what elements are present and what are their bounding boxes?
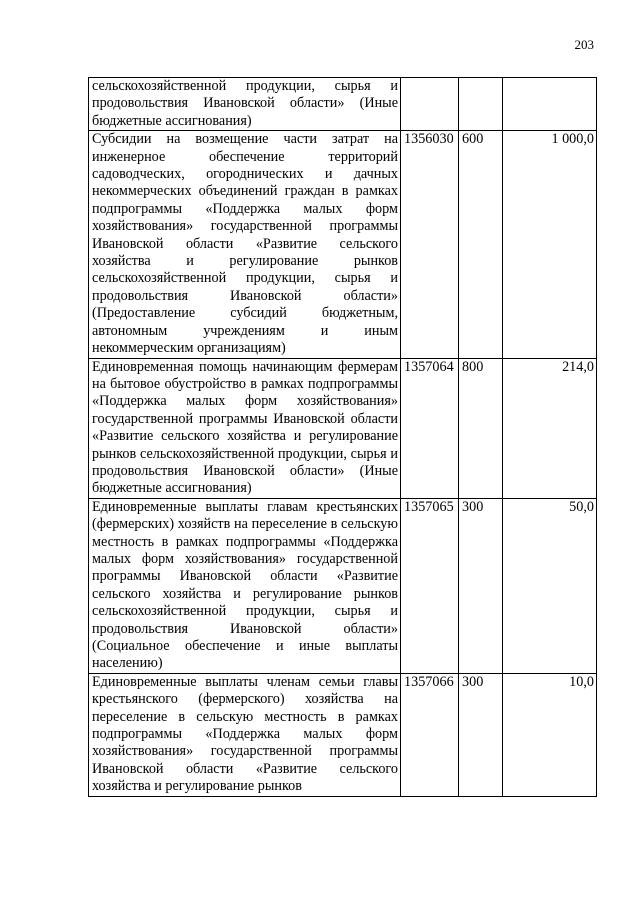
table-row [89, 498, 597, 673]
row-amount: 1 000,0 [503, 131, 597, 358]
row-expense-type: 300 [459, 498, 503, 673]
row-expense-type: 300 [459, 673, 503, 796]
row-description: Единовременные выплаты членам семьи главы крестьянского (фермерского) хозяйства на переселение в сельскую местность в рамках подпрограммы «Поддержка малых форм хозяйствования» государственной программы Ивановской области «Развитие сельского хозяйства и регулирование рынков [89, 673, 401, 796]
table-row [89, 131, 597, 358]
row-amount: 10,0 [503, 673, 597, 796]
row-amount [503, 78, 597, 131]
row-amount: 50,0 [503, 498, 597, 673]
row-target-code: 1357064 [401, 358, 459, 498]
row-target-code: 1356030 [401, 131, 459, 358]
table-row [89, 78, 597, 131]
row-expense-type [459, 78, 503, 131]
row-target-code [401, 78, 459, 131]
row-description: сельскохозяйственной продукции, сырья и продовольствия Ивановской области» (Иные бюджетные ассигнования) [89, 78, 401, 131]
row-description: Субсидии на возмещение части затрат на инженерное обеспечение территорий садоводческих, огороднических и дачных некоммерческих объединений граждан в рамках подпрограммы «Поддержка малых форм хозяйствования» государственной программы Ивановской области «Развитие сельского хозяйства и регулирование рынков сельскохозяйственной продукции, сырья и продовольствия Ивановской области» (Предоставление субсидий бюджетным, автономным учреждениям и иным некоммерческим организациям) [89, 131, 401, 358]
page-number: 203 [574, 37, 594, 52]
row-description: Единовременные выплаты главам крестьянских (фермерских) хозяйств на переселение в сельскую местность в рамках подпрограммы «Поддержка малых форм хозяйствования» государственной программы Ивановской области «Развитие сельского хозяйства и регулирование рынков сельскохозяйственной продукции, сырья и продовольствия Ивановской области» (Социальное обеспечение и иные выплаты населению) [89, 498, 401, 673]
table-row [89, 358, 597, 498]
row-expense-type: 800 [459, 358, 503, 498]
row-target-code: 1357066 [401, 673, 459, 796]
budget-table [88, 77, 597, 797]
row-target-code: 1357065 [401, 498, 459, 673]
row-amount: 214,0 [503, 358, 597, 498]
row-description: Единовременная помощь начинающим фермерам на бытовое обустройство в рамках подпрограммы «Поддержка малых форм хозяйствования» государственной программы Ивановской области «Развитие сельского хозяйства и регулирование рынков сельскохозяйственной продукции, сырья и продовольствия Ивановской области» (Иные бюджетные ассигнования) [89, 358, 401, 498]
row-expense-type: 600 [459, 131, 503, 358]
table-row [89, 673, 597, 796]
